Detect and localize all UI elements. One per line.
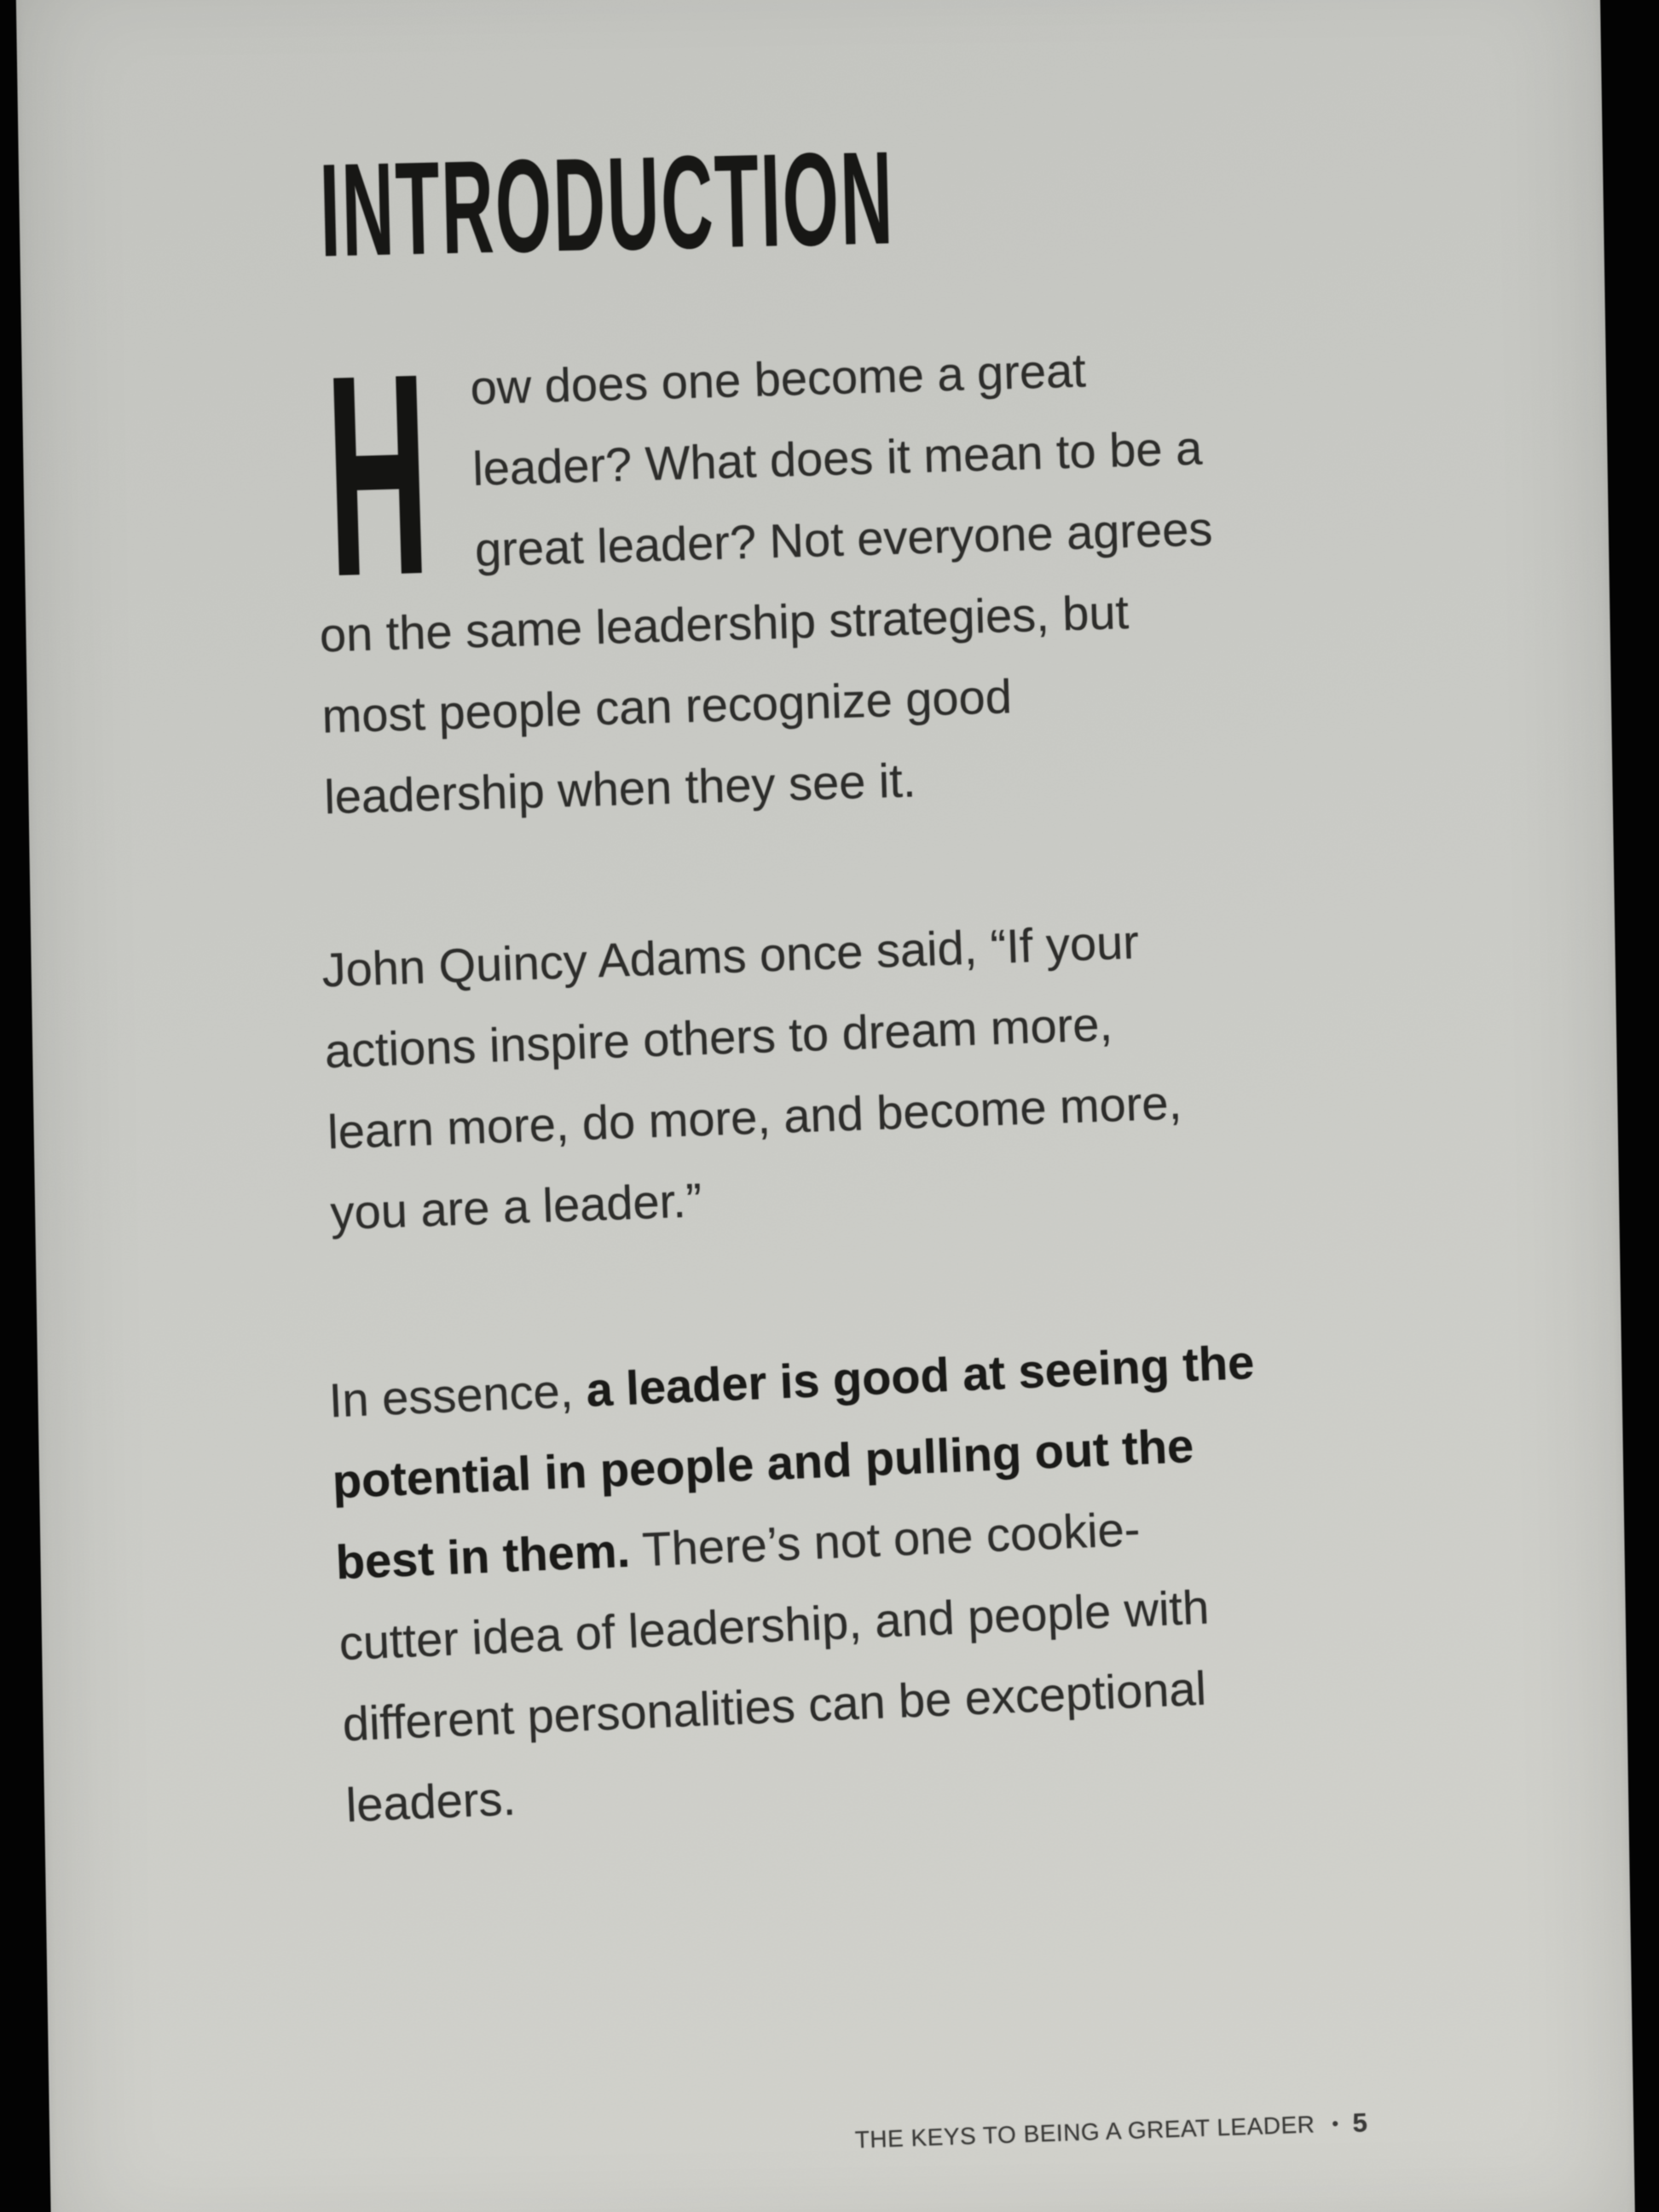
text-line: John Quincy Adams once said, “If your	[321, 915, 1140, 997]
text-line: leadership when they see it.	[323, 753, 917, 824]
text-line: leaders.	[344, 1770, 517, 1832]
text-line: In essence, a leader is good at seeing the	[327, 1334, 1256, 1428]
paragraph	[321, 890, 1473, 1254]
text-line: actions inspire others to dream more,	[323, 996, 1113, 1078]
book-page	[15, 0, 1635, 2212]
text-line: cutter idea of leadership, and people with	[338, 1580, 1211, 1671]
text-line: best in them. There’s not one cookie-	[334, 1501, 1142, 1590]
chapter-title	[318, 117, 1453, 285]
text-line: leader? What does it mean to be a	[471, 420, 1203, 496]
text-line: ow does one become a great	[469, 343, 1087, 415]
text-line: on the same leadership strategies, but	[319, 585, 1130, 662]
paragraph	[311, 314, 1467, 837]
drop-cap: H	[322, 314, 433, 638]
text-line: potential in people and pulling out the	[331, 1418, 1195, 1509]
text-line: learn more, do more, and become more,	[327, 1075, 1183, 1159]
text-line: most people can recognize good	[321, 669, 1013, 743]
text-line: you are a leader.”	[329, 1173, 703, 1240]
page-footer	[854, 2108, 1368, 2154]
article-body	[311, 314, 1477, 1846]
footer-separator-dot: •	[1332, 2112, 1340, 2134]
page-content	[15, 0, 1477, 1851]
text-line: great leader? Not everyone agrees	[474, 501, 1214, 577]
paragraph	[327, 1312, 1489, 1845]
page-number: 5	[1352, 2107, 1369, 2138]
chapter-title-text: INTRODUCTION	[318, 124, 896, 285]
text-line: different personalities can be exceptional	[341, 1660, 1208, 1752]
book-title: THE KEYS TO BEING A GREAT LEADER	[854, 2111, 1316, 2153]
